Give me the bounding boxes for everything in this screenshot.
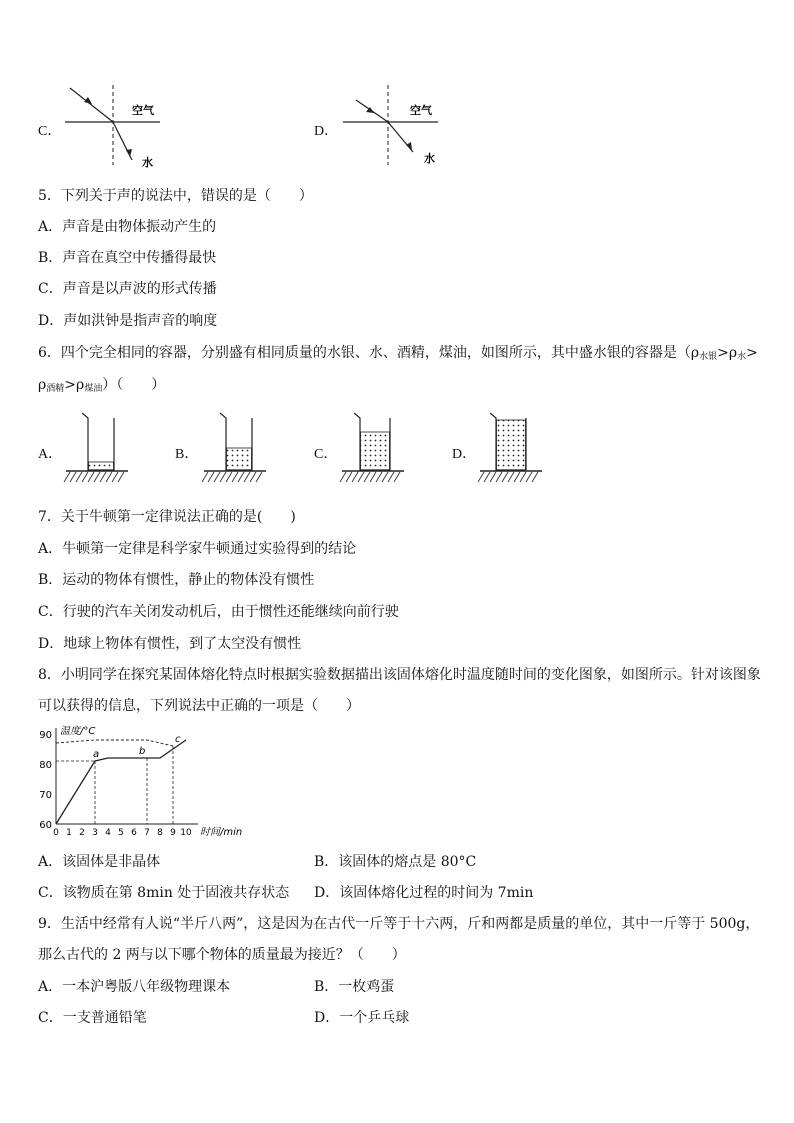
- q6-option-b-letter[interactable]: B．: [175, 447, 199, 462]
- q9-option-a[interactable]: A．一本沪粤版八年级物理课本: [38, 979, 231, 995]
- q8-melting-chart: [30, 722, 243, 842]
- q4-option-c-letter[interactable]: C．: [38, 124, 62, 139]
- q7-option-b[interactable]: B．运动的物体有惯性，静止的物体没有惯性: [38, 572, 315, 588]
- q5-stem: 5．下列关于声的说法中，错误的是（ ）: [38, 188, 313, 204]
- x-tick-label: 0: [53, 828, 59, 838]
- q6-stem-line2: $\rho_{酒精}>\rho_{煤油}$）（ ）: [38, 377, 166, 394]
- q8-option-a[interactable]: A．该固体是非晶体: [38, 854, 161, 870]
- x-tick-label: 8: [157, 828, 163, 838]
- q8-option-c[interactable]: C．该物质在第 8min 处于固液共存状态: [38, 885, 290, 901]
- y-axis-title: 温度/°C: [60, 726, 96, 737]
- q4-option-c-diagram: [60, 80, 170, 175]
- point-label-a: a: [93, 749, 100, 760]
- q5-option-c[interactable]: C．声音是以声波的形式传播: [38, 281, 217, 297]
- x-tick-label: 10: [180, 828, 192, 838]
- q6-stem-line1: 6．四个完全相同的容器，分别盛有相同质量的水银、水、酒精，煤油，如图所示，其中盛水银的容器是（$\rho_{水银}>\rho_水>$: [38, 345, 758, 362]
- x-tick-label: 7: [144, 828, 150, 838]
- q9-option-d[interactable]: D．一个乒乓球: [314, 1010, 410, 1026]
- q7-option-a[interactable]: A．牛顿第一定律是科学家牛顿通过实验得到的结论: [38, 541, 357, 557]
- q6-option-a-letter[interactable]: A．: [38, 447, 63, 462]
- y-tick-label: 80: [39, 760, 52, 771]
- q6-beaker-a: [62, 408, 132, 492]
- q4d-air-label: 空气: [410, 104, 432, 117]
- q8-option-d[interactable]: D．该固体熔化过程的时间为 7min: [314, 885, 534, 901]
- q4c-air-label: 空气: [132, 104, 154, 117]
- q4d-water-label: 水: [424, 152, 435, 165]
- q5-option-b[interactable]: B．声音在真空中传播得最快: [38, 250, 217, 266]
- temperature-curve: [56, 740, 186, 824]
- x-tick-label: 1: [66, 828, 72, 838]
- q9-stem-line1: 9．生活中经常有人说“半斤八两”，这是因为在古代一斤等于十六两，斤和两都是质量的单位，其中一斤等于 500g，: [38, 916, 760, 932]
- q9-option-b[interactable]: B．一枚鸡蛋: [314, 979, 395, 995]
- point-label-c: c: [175, 734, 181, 745]
- q8-option-b[interactable]: B．该固体的熔点是 80°C: [314, 854, 477, 870]
- q6-option-d-letter[interactable]: D．: [452, 447, 477, 462]
- q8-stem-line2: 可以获得的信息，下列说法中正确的一项是（ ）: [38, 698, 360, 714]
- x-tick-label: 5: [118, 828, 124, 838]
- dashed-upper-curve: [56, 740, 173, 746]
- q7-option-c[interactable]: C．行驶的汽车关闭发动机后，由于惯性还能继续向前行驶: [38, 604, 399, 620]
- q7-stem: 7．关于牛顿第一定律说法正确的是( ): [38, 509, 296, 525]
- x-tick-label: 9: [170, 828, 176, 838]
- q9-option-c[interactable]: C．一支普通铅笔: [38, 1010, 147, 1026]
- x-axis-title: 时间/min: [200, 827, 243, 838]
- x-tick-label: 6: [131, 828, 137, 838]
- x-tick-label: 3: [92, 828, 98, 838]
- q4-option-d-letter[interactable]: D．: [314, 124, 339, 139]
- x-tick-label: 4: [105, 828, 111, 838]
- q5-option-d[interactable]: D．声如洪钟是指声音的响度: [38, 313, 218, 329]
- q6-beaker-c: [338, 408, 408, 492]
- q8-stem-line1: 8．小明同学在探究某固体熔化特点时根据实验数据描出该固体熔化时温度随时间的变化图象，如图所示。针对该图象: [38, 667, 761, 683]
- y-tick-label: 60: [39, 820, 52, 831]
- point-label-b: b: [139, 746, 146, 757]
- q6-beaker-d: [476, 408, 546, 492]
- q6-option-c-letter[interactable]: C．: [314, 447, 338, 462]
- q4-option-d-diagram: [338, 80, 448, 175]
- y-tick-label: 90: [39, 730, 52, 741]
- q5-option-a[interactable]: A．声音是由物体振动产生的: [38, 219, 217, 235]
- q6-beaker-b: [200, 408, 270, 492]
- x-tick-label: 2: [79, 828, 85, 838]
- q9-stem-line2: 那么古代的 2 两与以下哪个物体的质量最为接近？（ ）: [38, 947, 406, 963]
- q7-option-d[interactable]: D．地球上物体有惯性，到了太空没有惯性: [38, 636, 302, 652]
- y-tick-label: 70: [39, 790, 52, 801]
- q4c-water-label: 水: [142, 156, 153, 169]
